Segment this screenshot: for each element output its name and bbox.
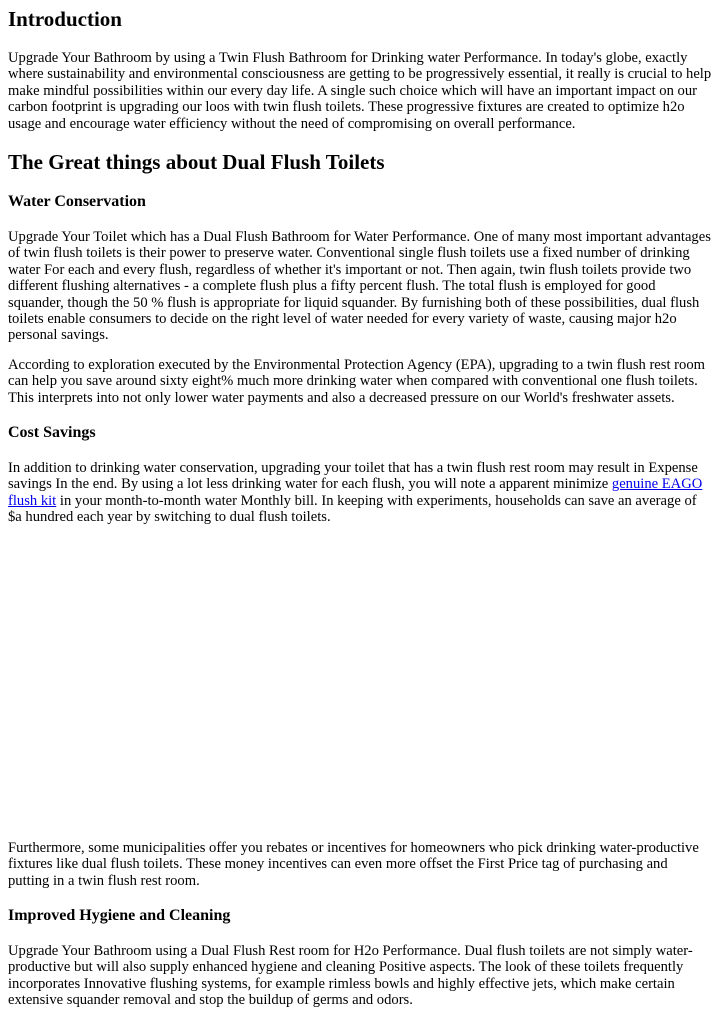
- heading-hygiene: Improved Hygiene and Cleaning: [8, 907, 231, 924]
- eago-flush-kit-link[interactable]: genuine EAGO flush kit: [8, 476, 703, 509]
- paragraph-hygiene: Upgrade Your Bathroom using a Dual Flush Rest room for H2o Performance. Dual flush toilets are not simply water-productive but will also supply enhanced hygiene and cleaning Positive aspects. The look of these toilets frequently incorporates Innovative flushing systems, for example rimless bowls and highly effective jets, which make certain extensive squander removal and stop the buildup of germs and odors.: [8, 943, 693, 1009]
- paragraph-introduction: Upgrade Your Bathroom by using a Twin Flush Bathroom for Drinking water Performance. In today's globe, exactly where sustainability and environmental consciousness are getting to be progressively essential, it really is crucial to help make mindful possibilities within our every day life. A single such choice which will have an important impact on our carbon footprint is upgrading our loos with twin flush toilets. These progressive fixtures are created to optimize h2o usage and encourage water efficiency without the need of compromising on overall performance.: [8, 50, 712, 132]
- paragraph-rebates: Furthermore, some municipalities offer you rebates or incentives for homeowners who pick drinking water-productive fixtures like dual flush toilets. These money incentives can even more offset the First Price tag of purchasing and putting in a twin flush rest room.: [8, 840, 699, 889]
- heading-introduction: Introduction: [8, 7, 122, 31]
- paragraph-cost-savings: [8, 460, 712, 526]
- blank-image-area: [8, 530, 712, 835]
- heading-cost-savings: Cost Savings: [8, 424, 96, 441]
- heading-water-conservation: Water Conservation: [8, 193, 146, 210]
- cost-text-after: in your month-to-month water Monthly bill. In keeping with experiments, households can save an average of $a hundred each year by switching to dual flush toilets.: [8, 492, 697, 526]
- paragraph-water-conservation-1: Upgrade Your Toilet which has a Dual Flush Bathroom for Water Performance. One of many most important advantages of twin flush toilets is their power to preserve water. Conventional single flush toilets use a fixed number of drinking water For each and every flush, regardless of whether it's important or not. Then again, twin flush toilets provide two different flushing alternatives - a complete flush plus a fifty percent flush. The total flush is employed for good squander, though the 50 % flush is appropriate for liquid squander. By furnishing both of these possibilities, dual flush toilets enable consumers to decide on the right level of water needed for every variety of waste, causing major h2o personal savings.: [8, 229, 711, 344]
- heading-benefits: The Great things about Dual Flush Toilets: [8, 150, 385, 174]
- cost-text-before: In addition to drinking water conservation, upgrading your toilet that has a twin flush rest room may result in Expense savings In the end. By using a lot less drinking water for each flush, you will note a apparent minimize: [8, 460, 698, 493]
- paragraph-water-conservation-2: According to exploration executed by the Environmental Protection Agency (EPA), upgrading to a twin flush rest room can help you save around sixty eight% much more drinking water when compared with conventional one flush toilets. This interprets into not only lower water payments and also a decreased pressure on our World's freshwater assets.: [8, 357, 705, 406]
